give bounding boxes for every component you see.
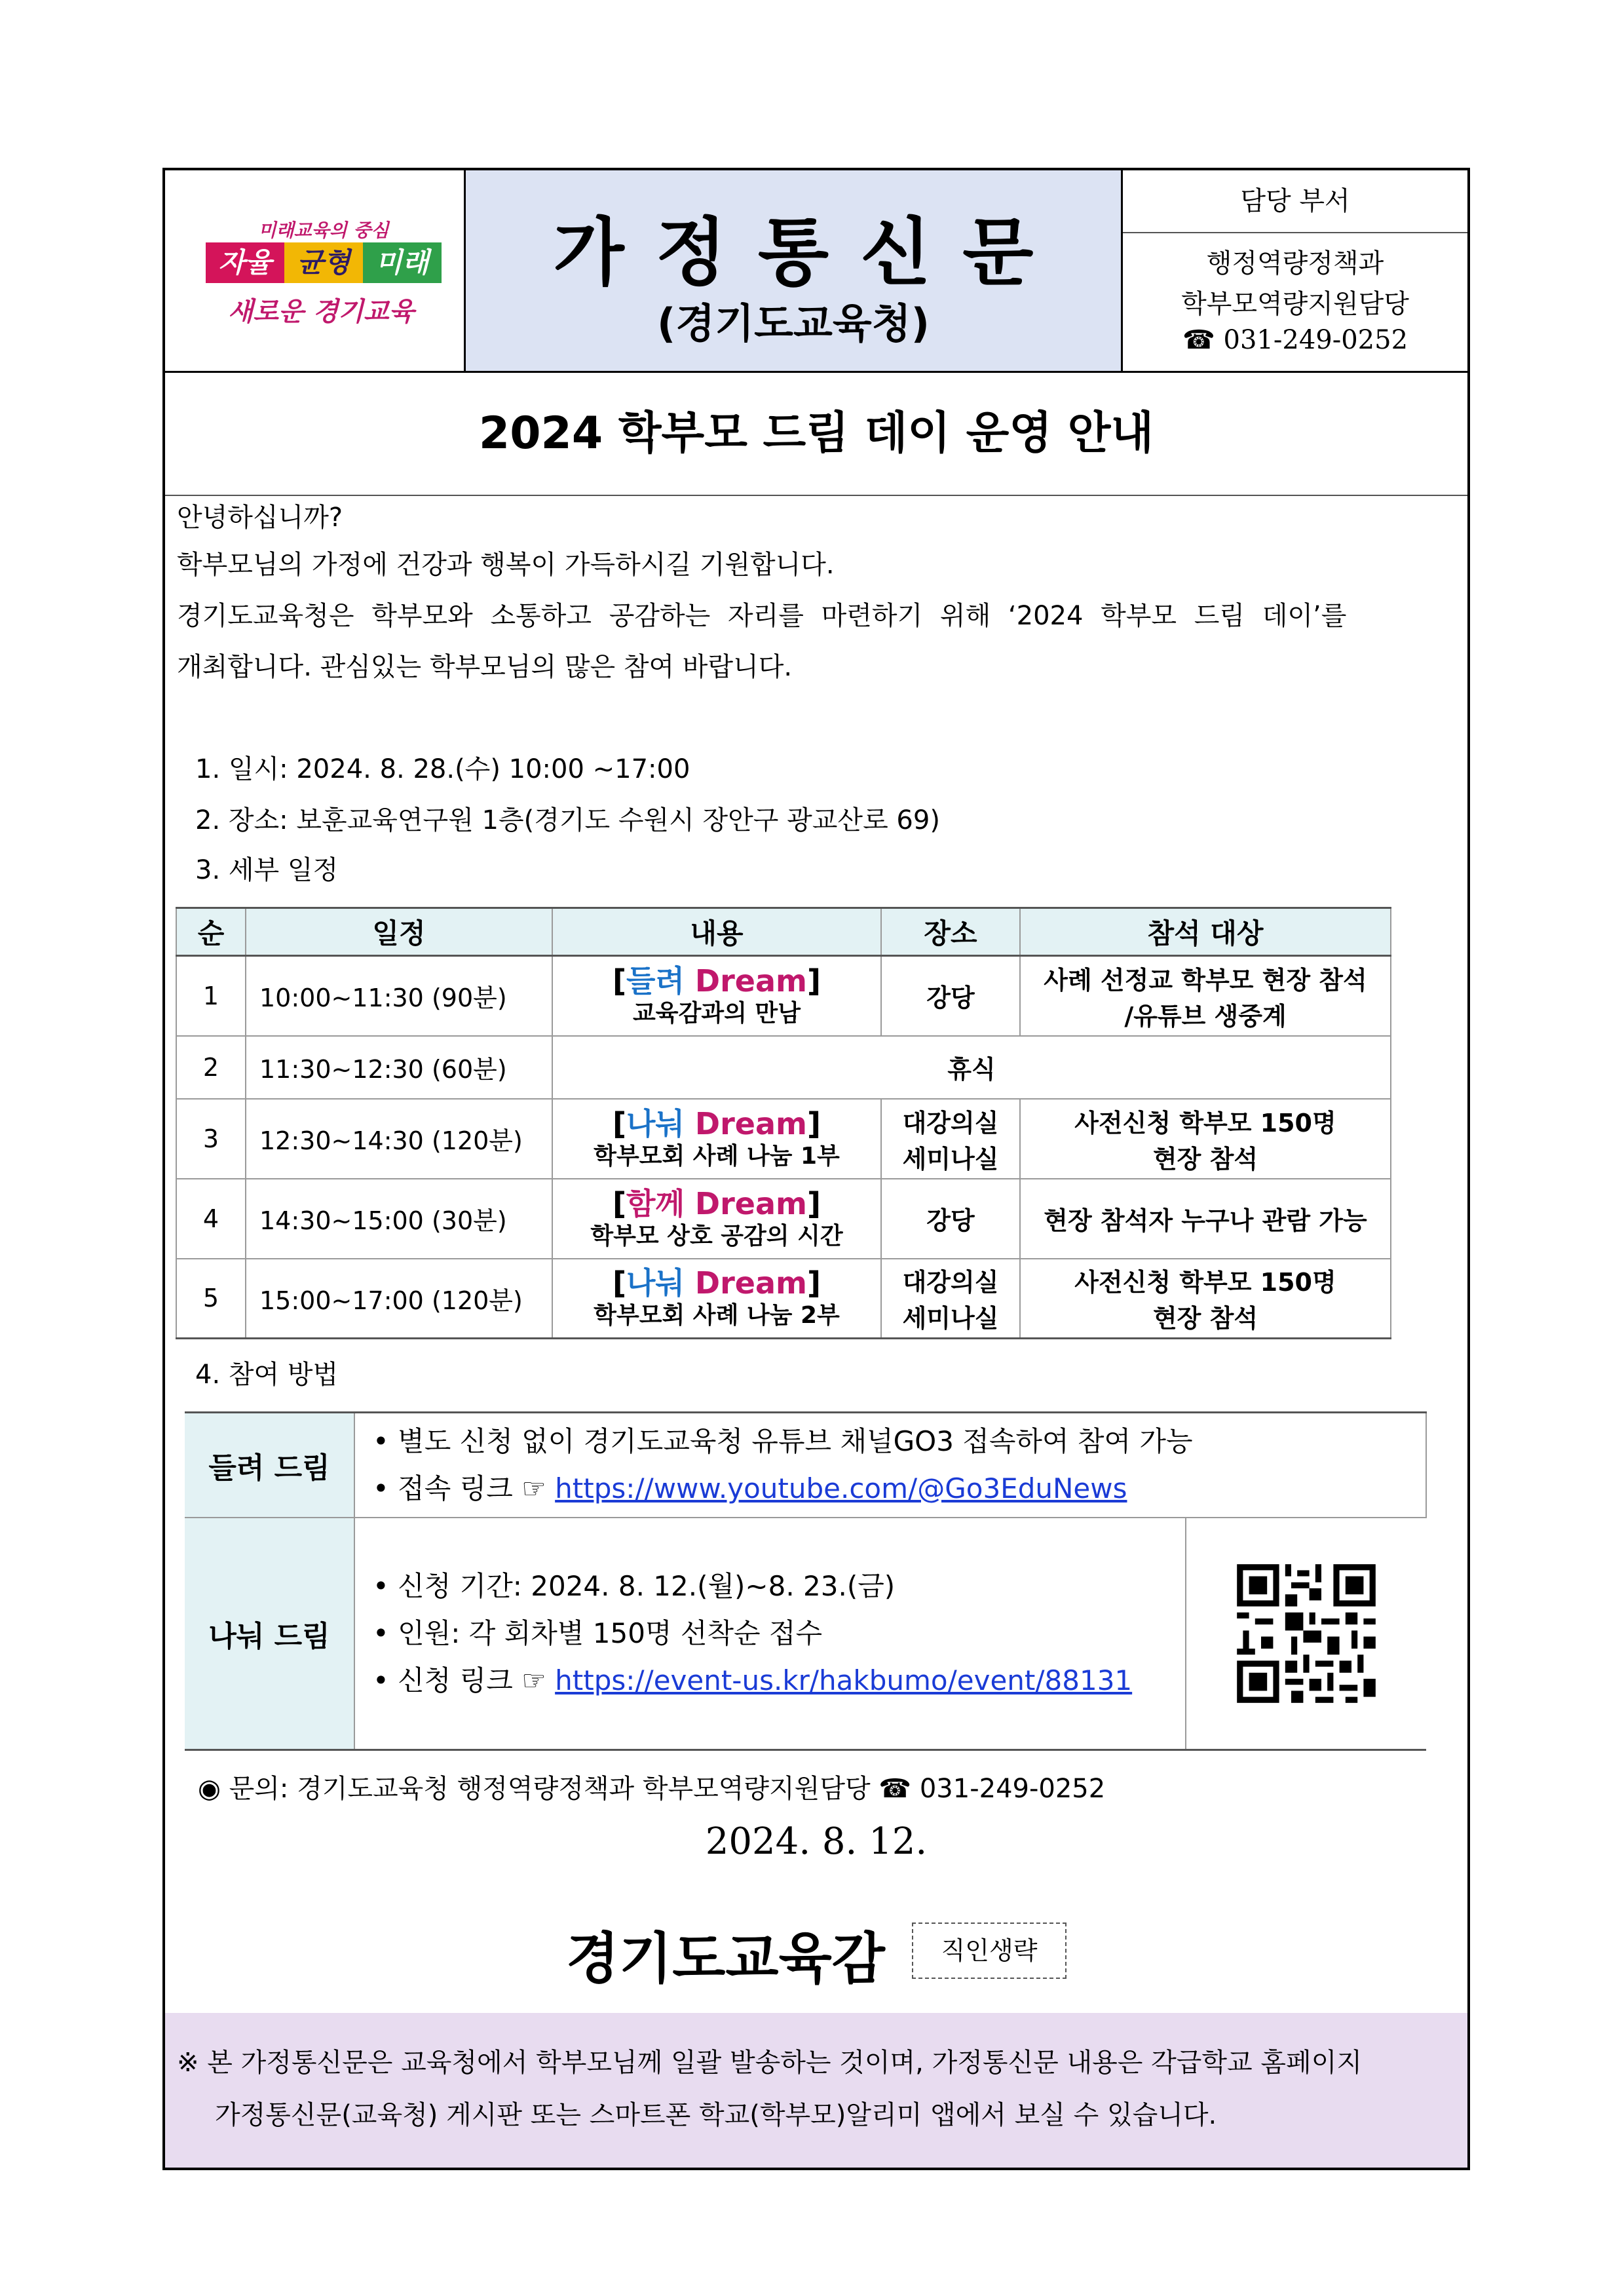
row-program: [나눠 Dream] 학부모회 사례 나눔 2부 xyxy=(552,1259,881,1339)
department-phone: ☎ 031-249-0252 xyxy=(1182,325,1408,355)
list-item: • 인원: 각 회차별 150명 선착순 접수 xyxy=(373,1617,823,1649)
intro-line-3: 개최합니다. 관심있는 학부모님의 많은 참여 바랍니다. xyxy=(177,652,793,682)
col-header-target: 참석 대상 xyxy=(1020,908,1391,956)
logo-word-balance: 균형 xyxy=(284,242,363,283)
list-item: • 접속 링크 ☞ https://www.youtube.com/@Go3EduNews xyxy=(373,1472,1127,1504)
program-word: 나눠 xyxy=(626,1265,685,1301)
schedule-table xyxy=(176,907,1391,1339)
share-people: 인원: 각 회차별 150명 선착순 접수 xyxy=(398,1617,823,1649)
target-line: 사례 선정교 학부모 현장 참석 xyxy=(1044,965,1367,995)
row-target: 현장 참석자 누구나 관람 가능 xyxy=(1020,1179,1391,1259)
place-line: 세미나실 xyxy=(902,1144,999,1174)
letter-title: 가정통신문 xyxy=(553,210,1065,296)
logo-word-autonomy: 자율 xyxy=(206,242,284,283)
item-date: 1. 일시: 2024. 8. 28.(수) 10:00 ~17:00 xyxy=(195,754,690,784)
department-label: 담당 부서 xyxy=(1123,170,1467,233)
program-desc: 학부모 상호 공감의 시간 xyxy=(590,1222,843,1250)
target-line: 사전신청 학부모 150명 xyxy=(1074,1268,1336,1297)
row-time: 14:30~15:00 (30분) xyxy=(246,1179,552,1259)
col-header-program: 내용 xyxy=(552,908,881,956)
intro-line-1: 학부모님의 가정에 건강과 행복이 가득하시길 기원합니다. xyxy=(177,550,835,580)
list-item: • 신청 링크 ☞ https://event-us.kr/hakbumo/event/88131 xyxy=(373,1664,1133,1696)
program-dream: Dream xyxy=(694,1185,807,1221)
item-schedule-heading: 3. 세부 일정 xyxy=(195,855,339,885)
row-program: [나눠 Dream] 학부모회 사례 나눔 1부 xyxy=(552,1099,881,1179)
program-word: 함께 xyxy=(626,1185,685,1221)
row-no: 1 xyxy=(176,956,246,1036)
contact-line: ◉ 문의: 경기도교육청 행정역량정책과 학부모역량지원담당 ☎ 031-249-0252 xyxy=(198,1774,1106,1804)
share-details xyxy=(354,1518,1186,1750)
row-no: 3 xyxy=(176,1099,246,1179)
place-line: 대강의실 xyxy=(902,1268,999,1297)
program-desc: 학부모회 사례 나눔 1부 xyxy=(594,1142,840,1170)
greeting: 안녕하십니까? xyxy=(177,503,343,533)
target-line: /유튜브 생중계 xyxy=(1124,1001,1287,1031)
row-place xyxy=(881,1259,1020,1339)
title-cell xyxy=(466,170,1123,371)
row-no: 4 xyxy=(176,1179,246,1259)
youtube-link[interactable]: https://www.youtube.com/@Go3EduNews xyxy=(555,1472,1127,1504)
row-place: 강당 xyxy=(881,956,1020,1036)
target-line: 현장 참석 xyxy=(1152,1144,1258,1174)
list-item: • 별도 신청 없이 경기도교육청 유튜브 채널GO3 접속하여 참여 가능 xyxy=(373,1425,1193,1457)
logo-slogan: 새로운 경기교육 xyxy=(227,297,415,327)
row-place: 강당 xyxy=(881,1179,1020,1259)
notice-line-2: 가정통신문(교육청) 게시판 또는 스마트폰 학교(학부모)알리미 앱에서 보실 수 있습니다. xyxy=(215,2100,1217,2130)
row-program: [함께 Dream] 학부모 상호 공감의 시간 xyxy=(552,1179,881,1259)
target-line: 현장 참석 xyxy=(1152,1304,1258,1333)
col-header-time: 일정 xyxy=(246,908,552,956)
logo-word-future: 미래 xyxy=(363,242,442,283)
listen-details xyxy=(354,1413,1426,1518)
issue-date: 2024. 8. 12. xyxy=(705,1820,928,1863)
table-row xyxy=(176,1179,1391,1259)
participation-table xyxy=(185,1411,1427,1751)
program-dream: Dream xyxy=(694,1265,807,1301)
place-line: 세미나실 xyxy=(902,1304,999,1333)
table-row xyxy=(176,1099,1391,1179)
program-desc: 교육감과의 만남 xyxy=(633,999,801,1027)
department-name: 행정역량정책과 xyxy=(1206,248,1384,278)
notice-line-1: ※ 본 가정통신문은 교육청에서 학부모님께 일괄 발송하는 것이며, 가정통신문 내용은 각급학교 홈페이지 xyxy=(177,2048,1362,2078)
row-time: 12:30~14:30 (120분) xyxy=(246,1099,552,1179)
row-place xyxy=(881,1099,1020,1179)
list-item: • 신청 기간: 2024. 8. 12.(월)~8. 23.(금) xyxy=(373,1570,896,1602)
team-name: 학부모역량지원담당 xyxy=(1181,289,1409,319)
table-row xyxy=(176,956,1391,1036)
qr-code-icon[interactable] xyxy=(1231,1558,1382,1709)
logo-cell xyxy=(165,170,466,371)
row-target xyxy=(1020,956,1391,1036)
document-frame xyxy=(162,168,1470,2170)
letter-header xyxy=(165,170,1467,373)
program-dream: Dream xyxy=(694,1105,807,1141)
program-dream: Dream xyxy=(694,963,807,999)
participation-row-share xyxy=(185,1518,1426,1750)
qr-cell xyxy=(1186,1518,1426,1750)
item-place: 2. 장소: 보훈교육연구원 1층(경기도 수원시 장안구 광교산로 69) xyxy=(195,805,940,835)
share-period: 신청 기간: 2024. 8. 12.(월)~8. 23.(금) xyxy=(398,1570,896,1602)
table-row xyxy=(176,1259,1391,1339)
share-label: 나눠 드림 xyxy=(185,1518,354,1750)
document-title: 2024 학부모 드림 데이 운영 안내 xyxy=(165,373,1467,496)
row-time: 10:00~11:30 (90분) xyxy=(246,956,552,1036)
letter-issuer: (경기도교육청) xyxy=(656,299,930,347)
col-header-no: 순 xyxy=(176,908,246,956)
signer-name: 경기도교육감 xyxy=(566,1926,885,1991)
program-word: 나눠 xyxy=(626,1105,685,1141)
logo-tagline: 미래교육의 중심 xyxy=(258,220,389,241)
registration-link[interactable]: https://event-us.kr/hakbumo/event/88131 xyxy=(555,1664,1133,1696)
place-line: 대강의실 xyxy=(902,1108,999,1138)
row-time: 15:00~17:00 (120분) xyxy=(246,1259,552,1339)
row-target xyxy=(1020,1099,1391,1179)
table-header-row xyxy=(176,908,1391,956)
listen-label: 들려 드림 xyxy=(185,1413,354,1518)
table-row xyxy=(176,1036,1391,1099)
target-line: 사전신청 학부모 150명 xyxy=(1074,1108,1336,1138)
row-no: 5 xyxy=(176,1259,246,1339)
row-target xyxy=(1020,1259,1391,1339)
row-no: 2 xyxy=(176,1036,246,1099)
row-time: 11:30~12:30 (60분) xyxy=(246,1036,552,1099)
participation-row-listen xyxy=(185,1413,1426,1518)
seal-omitted-stamp: 직인생략 xyxy=(912,1923,1067,1979)
col-header-place: 장소 xyxy=(881,908,1020,956)
row-break: 휴식 xyxy=(552,1036,1391,1099)
share-link-label: 신청 링크 ☞ xyxy=(398,1664,546,1696)
listen-link-label: 접속 링크 ☞ xyxy=(398,1472,546,1504)
program-word: 들려 xyxy=(626,963,685,999)
department-cell xyxy=(1123,170,1467,371)
program-desc: 학부모회 사례 나눔 2부 xyxy=(594,1302,840,1330)
item-method-heading: 4. 참여 방법 xyxy=(195,1360,339,1390)
notice-box xyxy=(165,2013,1467,2168)
listen-desc: 별도 신청 없이 경기도교육청 유튜브 채널GO3 접속하여 참여 가능 xyxy=(398,1425,1193,1457)
row-program: [들려 Dream] 교육감과의 만남 xyxy=(552,956,881,1036)
intro-line-2: 경기도교육청은 학부모와 소통하고 공감하는 자리를 마련하기 위해 ‘2024 학부모 드림 데이’를 xyxy=(177,601,1347,631)
